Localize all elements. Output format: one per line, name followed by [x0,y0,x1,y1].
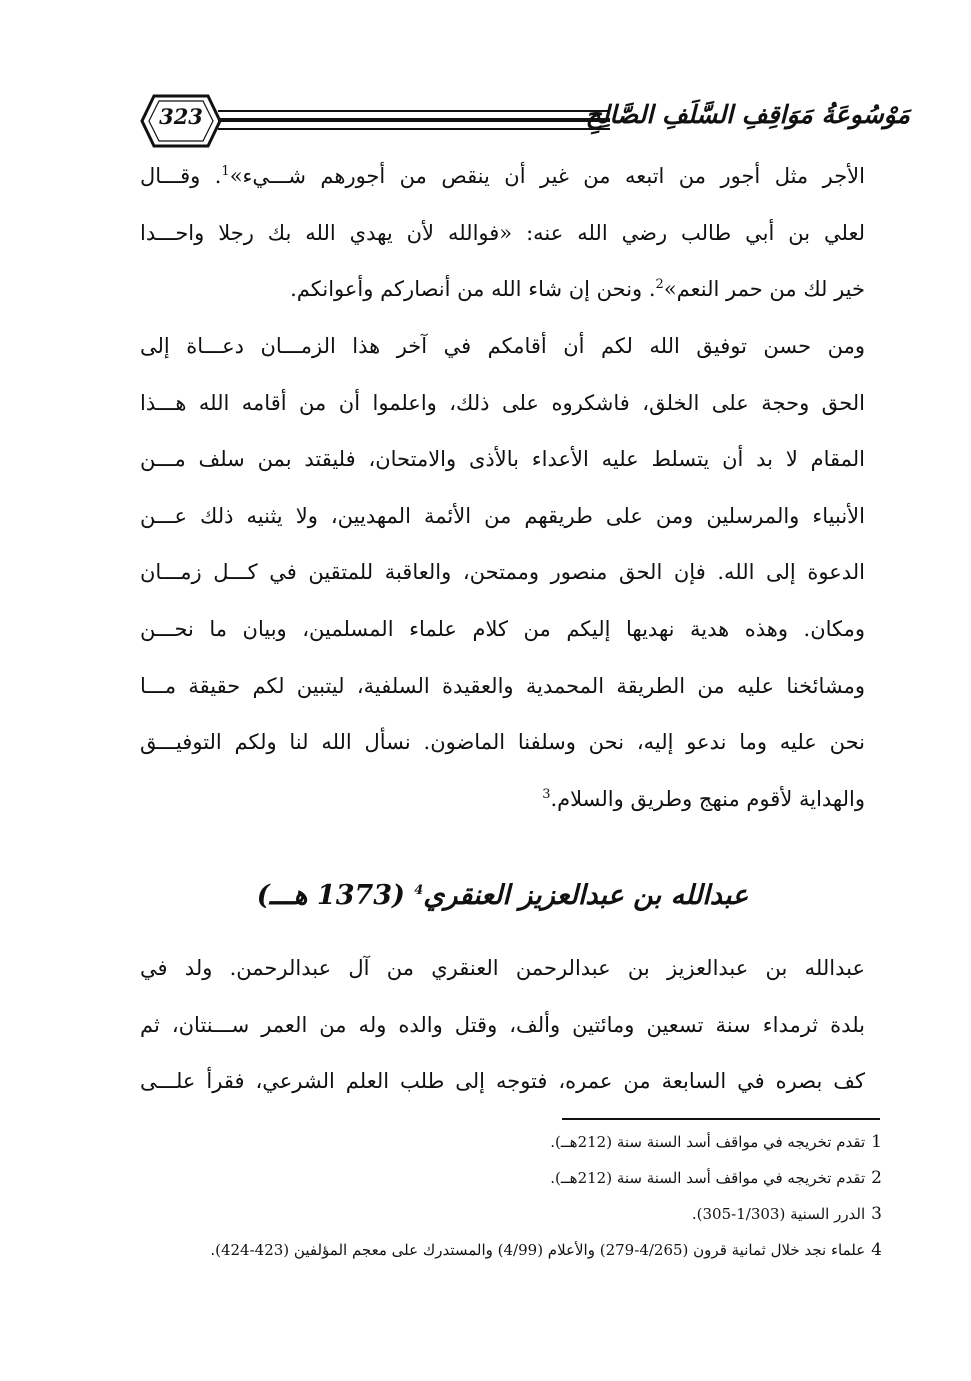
paragraph-3 [140,940,865,1110]
footnote-ref[interactable]: 2 [655,277,664,293]
header-rule-bottom [218,128,610,130]
text-line: الأنبياء والمرسلين ومن على طريقهم من الأئمة المهديين، ولا يثنيه ذلك عـــن [140,503,865,528]
footnote-separator [562,1118,880,1120]
footnote-2 [140,1160,882,1196]
text-line: ومشائخنا عليه من الطريقة المحمدية والعقيدة السلفية، ليتبين لكم حقيقة مـــا [140,673,865,698]
footnote-3 [140,1196,882,1232]
paragraph-2 [140,318,865,827]
text-line: ومن حسن توفيق الله لكم أن أقامكم في آخر هذا الزمـــان دعـــاة إلى [140,334,865,358]
footnote-1 [140,1124,882,1160]
heading-name: عبدالله بن عبدالعزيز العنقري [423,880,749,911]
text-line: خير لك من حمر النعم»$^2$. ونحن إن شاء الله من أنصاركم وأعوانكم. [290,277,865,302]
footnote-text: تقدم تخريجه في مواقف أسد السنة سنة (212هــ). [550,1169,866,1187]
text-line: الأجر مثل أجور من اتبعه من غير أن ينقص من أجورهم شـــيء»$^1$. وقـــال [140,164,865,188]
text-line: ومكان. وهذه هدية نهديها إليكم من كلام علماء المسلمين، وبيان ما نحـــن [140,616,865,641]
text-line: نحن عليه وما ندعو إليه، نحن وسلفنا الماضون. نسأل الله لنا ولكم التوفيـــق [140,730,865,755]
footnote-4 [140,1232,882,1268]
header-rule-thick [218,118,610,122]
footnote-ref[interactable]: 1 [221,164,230,179]
text-line: بلدة ثرمداء سنة تسعين ومائتين وألف، وقتل والده وله من العمر ســـنتان، ثم [140,1012,865,1037]
text-line: والهداية لأقوم منهج وطريق والسلام.$^3$ [542,786,865,811]
page-header [140,92,910,150]
section-heading [140,880,865,911]
header-rule-top [218,110,610,112]
page-number: 323 [159,104,203,129]
footnote-text: تقدم تخريجه في مواقف أسد السنة سنة (212هــ). [550,1133,866,1151]
page-number-badge [140,92,222,150]
footnotes [140,1124,882,1268]
footnote-number: 2 [871,1168,882,1188]
text-line: الحق وحجة على الخلق، فاشكروه على ذلك، واعلموا أن من أقامه الله هـــذا [140,390,865,415]
text-line: عبدالله بن عبدالعزيز بن عبدالرحمن العنقري من آل عبدالرحمن. ولد في [140,956,865,980]
footnote-ref[interactable]: 4 [414,883,424,898]
footnote-text: الدرر السنية (1/303-305). [691,1205,866,1223]
text-line: المقام لا بد أن يتسلط عليه الأعداء بالأذى والامتحان، فليقتد بمن سلف مـــن [140,447,865,472]
book-title: مَوْسُوعَةُ مَوَاقِفِ السَّلَفِ الصَّالِحِ [585,100,910,129]
footnote-ref[interactable]: 3 [542,786,551,802]
text-line: الدعوة إلى الله. فإن الحق منصور وممتحن، والعاقبة للمتقين في كـــل زمـــان [140,560,865,585]
text-line: لعلي بن أبي طالب رضي الله عنه: «فوالله لأن يهدي الله بك رجلا واحـــدا [140,220,865,245]
footnote-text: علماء نجد خلال ثمانية قرون (4/265-279) والأعلام (4/99) والمستدرك على معجم المؤلفين (423-424). [210,1241,866,1259]
footnote-number: 1 [871,1132,882,1152]
text-line: كف بصره في السابعة من عمره، فتوجه إلى طلب العلم الشرعي، فقرأ علـــى [140,1069,865,1094]
heading-date: (1373 هـــ) [256,880,405,911]
paragraph-1 [140,148,865,318]
footnote-number: 4 [871,1240,882,1260]
footnote-number: 3 [871,1204,882,1224]
